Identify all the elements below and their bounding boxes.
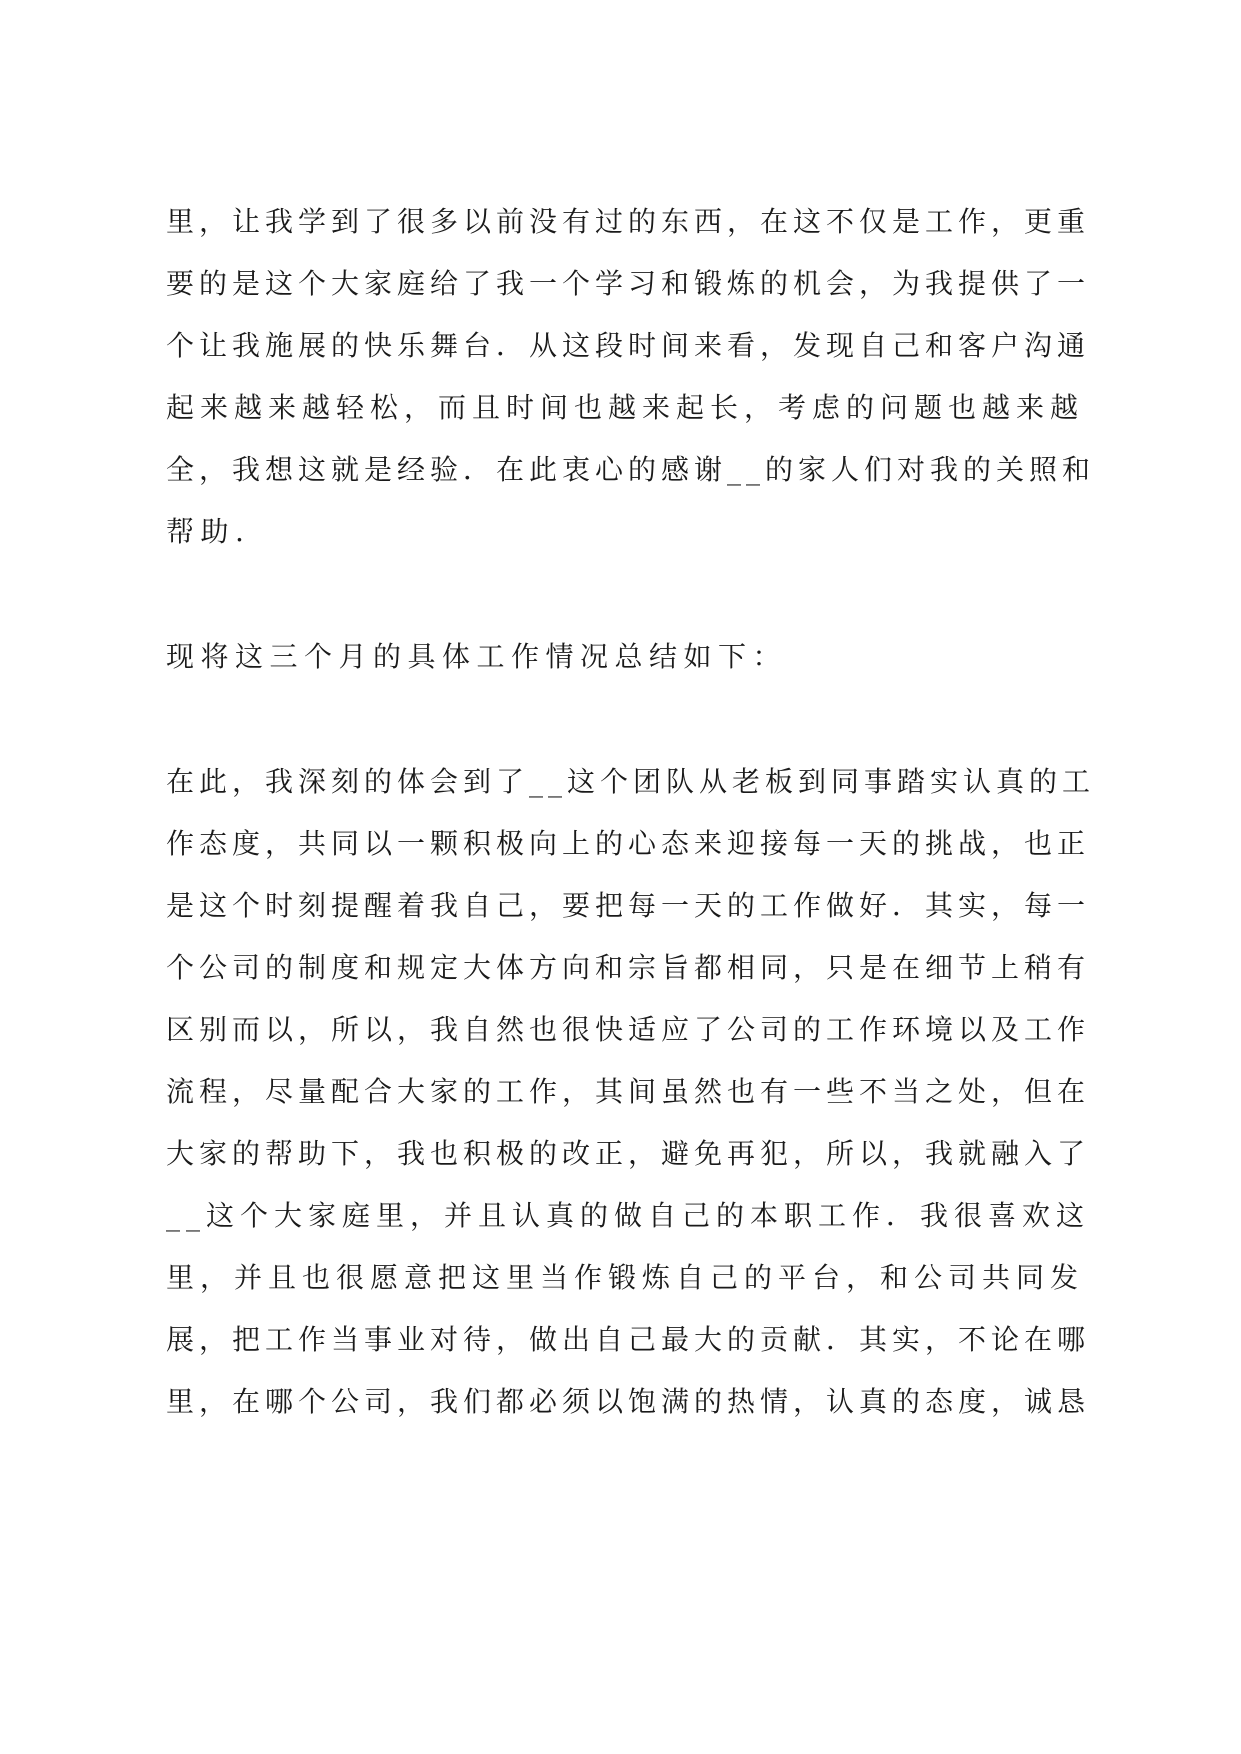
text-line: 现将这三个月的具体工作情况总结如下： <box>166 640 788 673</box>
text-line: 帮助. <box>166 515 251 548</box>
text-line: 作态度，共同以一颗积极向上的心态来迎接每一天的挑战，也正 <box>166 827 1091 860</box>
text-line: 要的是这个大家庭给了我一个学习和锻炼的机会，为我提供了一 <box>166 267 1091 300</box>
text-line: 区别而以，所以，我自然也很快适应了公司的工作环境以及工作 <box>166 1013 1091 1046</box>
document-page <box>166 0 1096 1754</box>
text-line: __这个大家庭里，并且认真的做自己的本职工作．我很喜欢这 <box>166 1199 1091 1232</box>
text-line: 里，让我学到了很多以前没有过的东西，在这不仅是工作，更重 <box>166 205 1091 238</box>
text-line: 全，我想这就是经验．在此衷心的感谢__的家人们对我的关照和 <box>166 453 1096 486</box>
text-line: 大家的帮助下，我也积极的改正，避免再犯，所以，我就融入了 <box>166 1137 1091 1170</box>
text-line: 在此，我深刻的体会到了__这个团队从老板到同事踏实认真的工 <box>166 765 1096 798</box>
text-line: 里，并且也很愿意把这里当作锻炼自己的平台，和公司共同发 <box>166 1261 1085 1294</box>
text-line: 起来越来越轻松，而且时间也越来起长，考虑的问题也越来越 <box>166 391 1085 424</box>
text-line: 展，把工作当事业对待，做出自己最大的贡献．其实，不论在哪 <box>166 1323 1091 1356</box>
text-line: 个让我施展的快乐舞台．从这段时间来看，发现自己和客户沟通 <box>166 329 1091 362</box>
text-line: 是这个时刻提醒着我自己，要把每一天的工作做好．其实，每一 <box>166 889 1091 922</box>
text-line: 里，在哪个公司，我们都必须以饱满的热情，认真的态度，诚恳 <box>166 1385 1091 1418</box>
text-line: 个公司的制度和规定大体方向和宗旨都相同，只是在细节上稍有 <box>166 951 1091 984</box>
text-line: 流程，尽量配合大家的工作，其间虽然也有一些不当之处，但在 <box>166 1075 1091 1108</box>
